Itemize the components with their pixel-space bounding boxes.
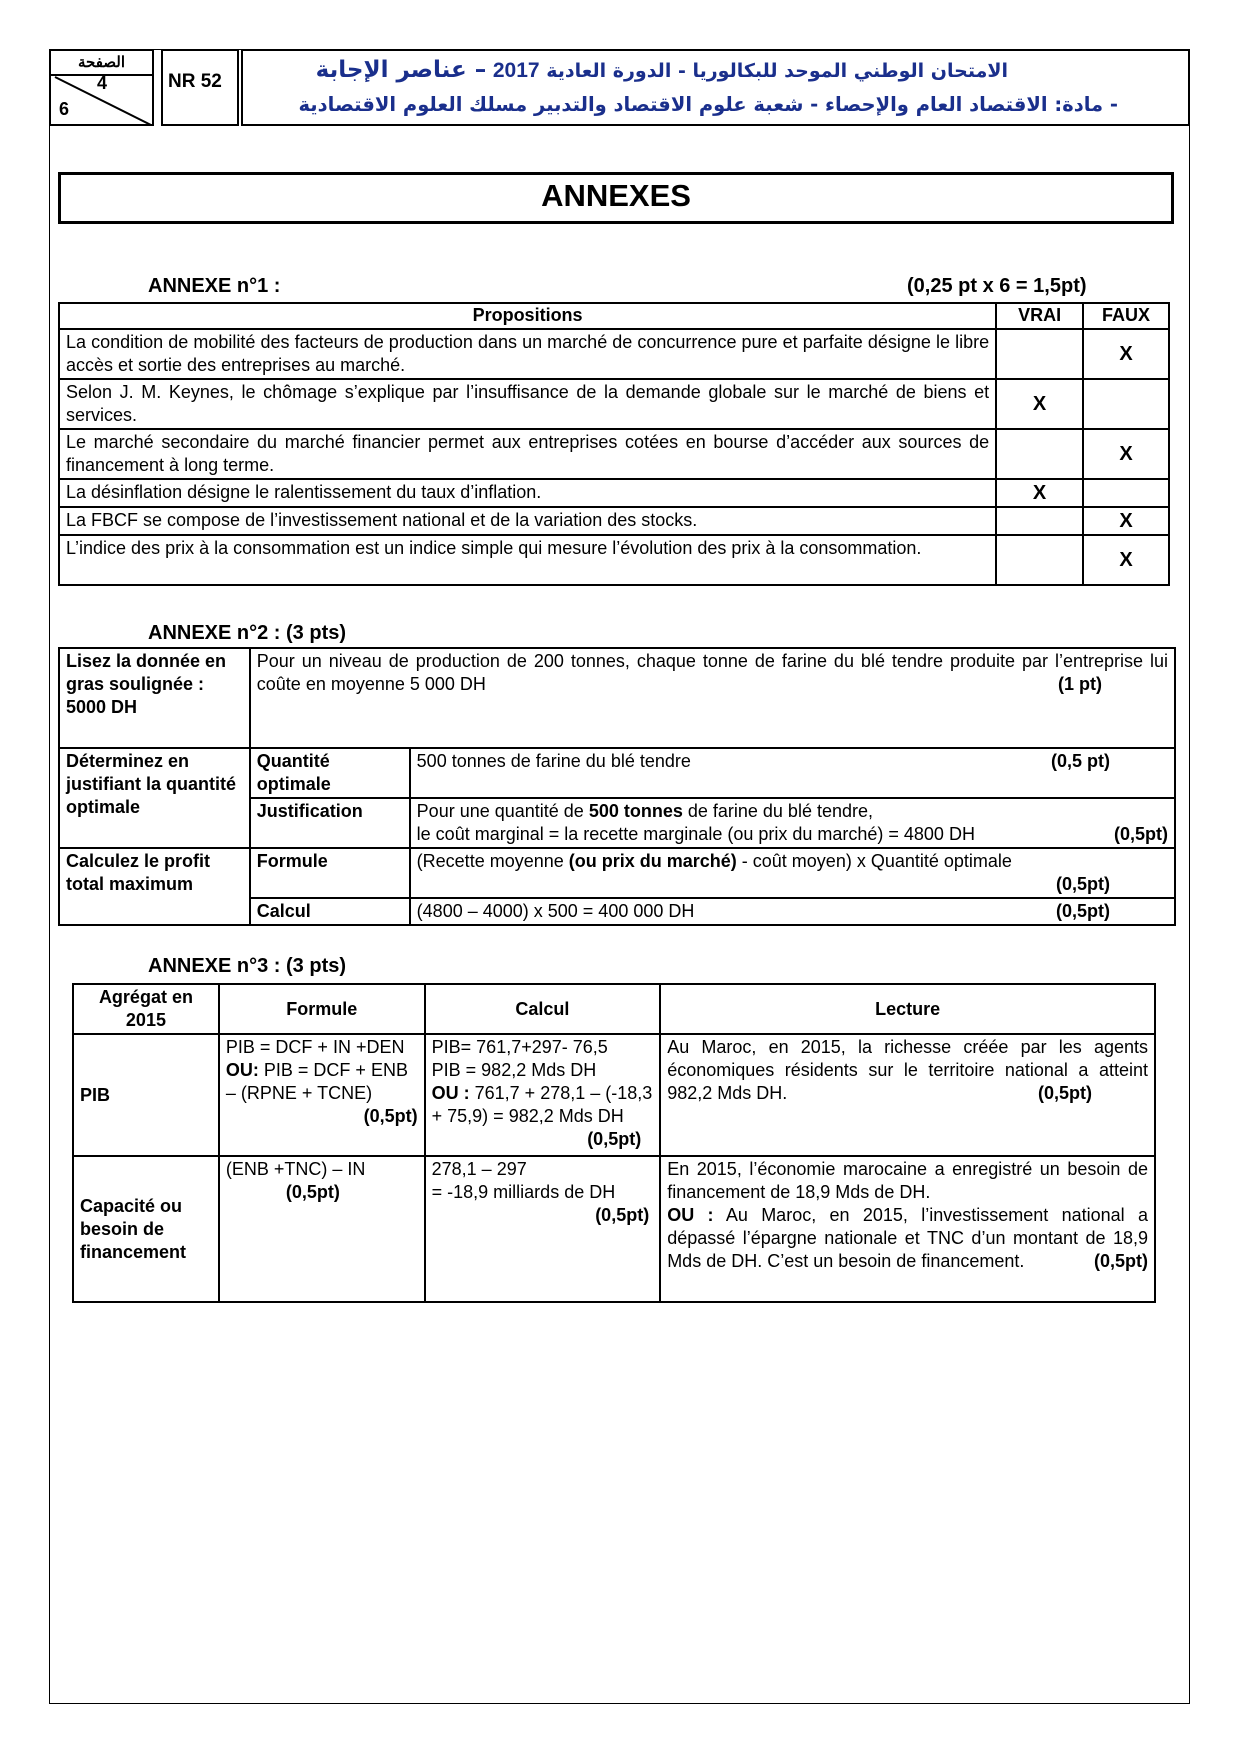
faux-mark: X [1083,329,1169,379]
pib-lecture [660,1034,1155,1156]
cap-lecture-points: (0,5pt) [1094,1251,1148,1271]
formule-bold: (ou prix du marché) [568,851,737,871]
pib-calcul-ou: OU : [431,1083,470,1103]
cap-calcul-1: 278,1 – 297 [431,1159,527,1179]
col-propositions: Propositions [59,303,996,329]
q1-answer [250,648,1175,748]
annexe2-heading: ANNEXE n°2 : (3 pts) [148,622,347,644]
cap-formule-text: (ENB +TNC) – IN [225,1159,366,1179]
col-vrai: VRAI [996,303,1083,329]
exam-title-line2: - مادة: الاقتصاد العام والإحصاء - شعبة علوم الاقتصاد والتدبير مسلك العلوم الاقتصادية [298,93,1118,116]
table-row [59,748,1175,798]
cap-calcul [425,1156,661,1302]
justification-bold: 500 tonnes [588,801,683,821]
vrai-mark: X [996,479,1083,507]
cap-formule [219,1156,425,1302]
cap-lecture [660,1156,1155,1302]
cap-formule-points: (0,5pt) [285,1182,340,1202]
faux-mark [1083,479,1169,507]
exam-title-post: – عناصر الإجابة [315,57,487,83]
calcul-text: (4800 – 4000) x 500 = 400 000 DH [416,901,695,921]
cap-calcul-2: = -18,9 milliards de DH [431,1182,616,1202]
formule-pre: (Recette moyenne [416,851,569,871]
vrai-mark [996,535,1083,585]
proposition-text: La FBCF se compose de l’investissement national et de la variation des stocks. [59,507,996,535]
pib-calcul [425,1034,661,1156]
proposition-text: Selon J. M. Keynes, le chômage s’explique par l’insuffisance de la demande globale sur le marché de biens et services. [59,379,996,429]
pib-formule-ou: OU: [225,1060,259,1080]
faux-mark [1083,379,1169,429]
faux-mark: X [1083,507,1169,535]
page-title: ANNEXES [58,172,1174,224]
pib-calcul-1: PIB= 761,7+297- 76,5 [431,1037,608,1057]
q1-points: (1 pt) [1058,674,1102,694]
pib-formule-1: PIB = DCF + IN +DEN [225,1037,405,1057]
proposition-text: L’indice des prix à la consommation est un indice simple qui mesure l’évolution des prix à la consommation. [59,535,996,585]
quantite-points: (0,5 pt) [1050,751,1110,771]
table-row [59,329,1169,379]
justification-points: (0,5pt) [1114,824,1168,844]
formule-points: (0,5pt) [1056,874,1110,894]
cap-lecture-1: En 2015, l’économie marocaine a enregistré un besoin de financement de 18,9 Mds de DH. [667,1159,1148,1202]
formule-answer [410,848,1175,898]
col-lecture: Lecture [660,984,1155,1034]
quantite-answer [410,748,1175,798]
exam-title-line1 [316,57,1008,83]
vrai-mark: X [996,379,1083,429]
table-row [73,1034,1155,1156]
cap-lecture-ou: OU : [667,1205,714,1225]
annexe1-heading: ANNEXE n°1 : [148,275,281,297]
justification-post: de farine du blé tendre, [682,801,873,821]
pib-lecture-text: Au Maroc, en 2015, la richesse créée par les agents économiques résidents sur le territoire national a atteint 982,2 Mds DH. [667,1037,1148,1103]
cap-label: Capacité ou besoin de financement [73,1156,219,1302]
table-row [59,535,1169,585]
table-header-row [59,303,1169,329]
table-row [59,379,1169,429]
page-number-box [49,49,154,126]
pib-calcul-points: (0,5pt) [587,1129,642,1149]
table-row [59,429,1169,479]
annexe3-table [72,983,1156,1303]
q2-label: Déterminez en justifiant la quantité optimale [59,748,250,848]
pib-formule-points: (0,5pt) [363,1106,418,1126]
table-row [59,479,1169,507]
faux-mark: X [1083,535,1169,585]
table-row [59,507,1169,535]
vrai-mark [996,329,1083,379]
exam-code: NR 52 [168,71,222,92]
table-row [73,1156,1155,1302]
q3-label: Calculez le profit total maximum [59,848,250,925]
cap-lecture-2: Au Maroc, en 2015, l’investissement national a dépassé l’épargne nationale et TNC d’un montant de 18,9 Mds de DH. C’est un besoin de financement. [667,1205,1149,1271]
vrai-mark [996,507,1083,535]
justification-line2: le coût marginal = la recette marginale (ou prix du marché) = 4800 DH [416,824,975,844]
page-current: 4 [97,73,108,93]
annexe3-heading: ANNEXE n°3 : (3 pts) [148,955,347,977]
page-total: 6 [59,99,70,119]
calcul-points: (0,5pt) [1056,901,1110,921]
cap-calcul-points: (0,5pt) [595,1205,650,1225]
annexe1-points: (0,25 pt x 6 = 1,5pt) [907,275,1087,297]
exam-title-pre: الامتحان الوطني الموحد للبكالوريا - الدورة العادية [546,60,1008,82]
justification-label: Justification [250,798,410,848]
table-row [59,848,1175,898]
col-faux: FAUX [1083,303,1169,329]
quantite-text: 500 tonnes de farine du blé tendre [416,751,691,771]
formule-label: Formule [250,848,410,898]
q1-label: Lisez la donnée en gras soulignée : 5000 DH [59,648,250,748]
pib-formule-2: PIB = DCF + ENB – (RPNE + TCNE) [225,1060,408,1103]
annexe2-table [58,647,1176,926]
annexe1-table [58,302,1170,586]
pib-calcul-3: 761,7 + 278,1 – (-18,3 + 75,9) = 982,2 Mds DH [431,1083,653,1126]
col-calcul: Calcul [425,984,661,1034]
col-formule: Formule [219,984,425,1034]
proposition-text: Le marché secondaire du marché financier permet aux entreprises cotées en bourse d’accéder aux sources de financement à long terme. [59,429,996,479]
pib-formule [219,1034,425,1156]
pib-lecture-points: (0,5pt) [1038,1083,1092,1103]
table-row [59,648,1175,748]
exam-year: 2017 [492,59,540,82]
calcul-label: Calcul [250,898,410,925]
justification-pre: Pour une quantité de [416,801,589,821]
faux-mark: X [1083,429,1169,479]
q1-text: Pour un niveau de production de 200 tonnes, chaque tonne de farine du blé tendre produite par l’entreprise lui coûte en moyenne 5 000 DH [256,651,1168,694]
justification-answer [410,798,1175,848]
quantite-label: Quantité optimale [250,748,410,798]
proposition-text: La condition de mobilité des facteurs de production dans un marché de concurrence pure et parfaite désigne le libre accès et sortie des entreprises au marché. [59,329,996,379]
vrai-mark [996,429,1083,479]
table-header-row [73,984,1155,1034]
exam-title-box [241,49,1190,126]
page-label: الصفحة [77,54,126,71]
code-box [161,49,239,126]
proposition-text: La désinflation désigne le ralentissement du taux d’inflation. [59,479,996,507]
formule-post: - coût moyen) x Quantité optimale [736,851,1012,871]
pib-label: PIB [73,1034,219,1156]
calcul-answer [410,898,1175,925]
col-agregat: Agrégat en 2015 [73,984,219,1034]
pib-calcul-2: PIB = 982,2 Mds DH [431,1060,597,1080]
